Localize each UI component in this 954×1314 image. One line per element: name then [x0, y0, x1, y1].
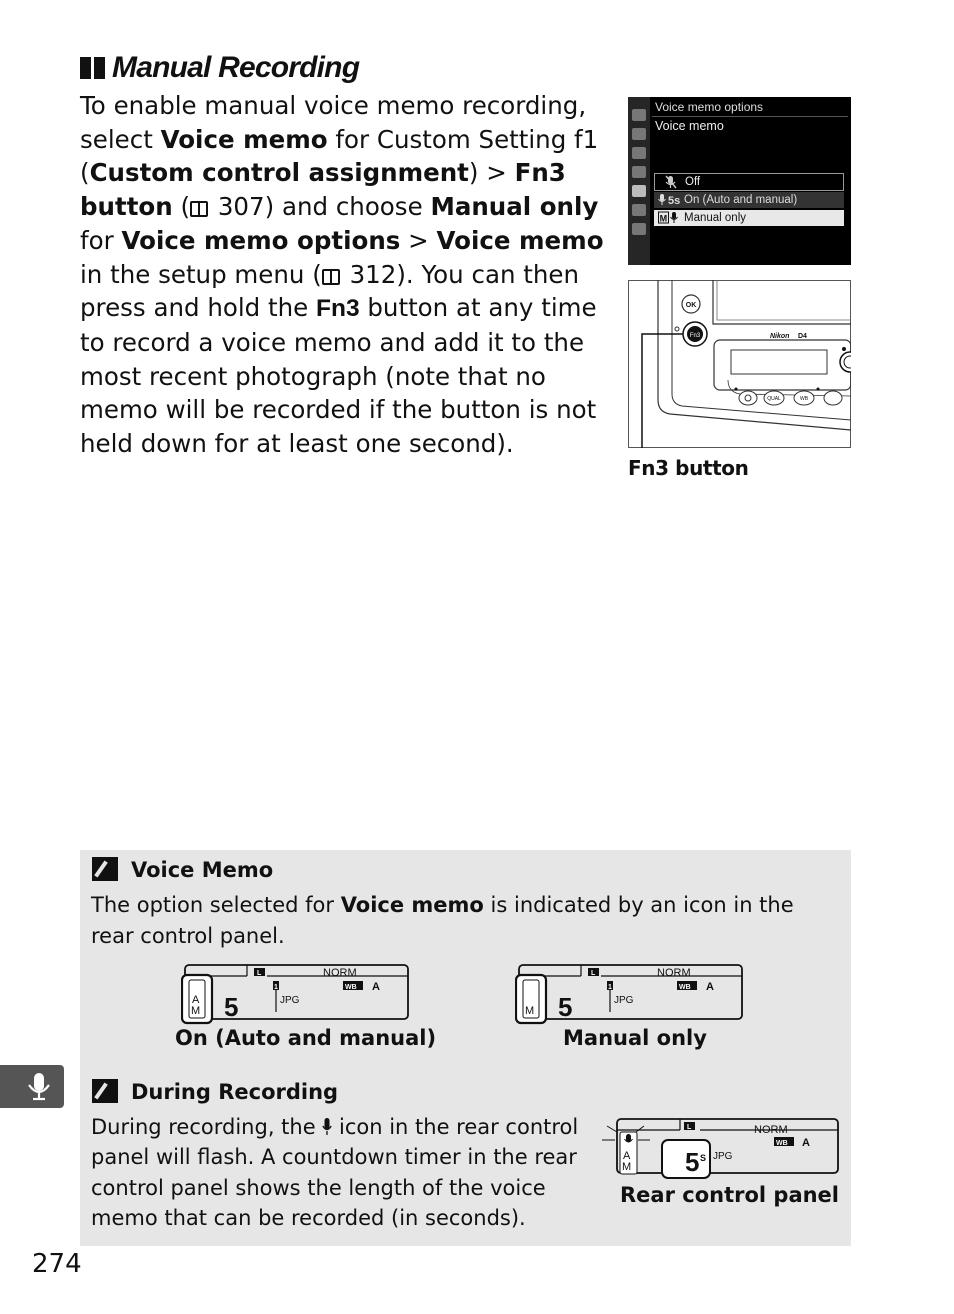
menu-option-label: On (Auto and manual) [684, 194, 798, 206]
mic-off-icon [659, 174, 681, 190]
note-text: is indicated by an icon in the rear control panel. [91, 893, 794, 948]
fn3-button-diagram [683, 322, 707, 346]
microphone-tab-icon [0, 1065, 64, 1108]
ok-button [682, 295, 700, 313]
svg-text:QUAL: QUAL [767, 396, 781, 402]
playback-icon [632, 109, 646, 121]
countdown-digit: 5 [224, 992, 239, 1022]
caption-rear-control-panel: Rear control panel [620, 1183, 840, 1207]
svg-text:A: A [802, 1137, 810, 1149]
countdown-digit: 5 [558, 992, 573, 1022]
note-title-during-recording: During Recording [131, 1080, 339, 1104]
section-heading [80, 48, 359, 88]
svg-text:1: 1 [608, 984, 612, 991]
norm-text: NORM [657, 967, 691, 979]
svg-text:WB: WB [345, 984, 357, 991]
menu-title: Voice memo options [655, 100, 764, 114]
svg-text:D4: D4 [798, 333, 807, 340]
body-text: To enable manual voice memo recording, select [80, 91, 587, 154]
heading-marker-icon [80, 57, 106, 79]
note-bold: Voice memo [340, 893, 484, 917]
mic-5s-text: 5s [668, 195, 681, 207]
note-body-during-recording [91, 1112, 591, 1233]
note-text: During recording, the [91, 1115, 323, 1139]
menu-screenshot [628, 97, 851, 265]
body-bold: Custom control assignment [89, 158, 469, 188]
pencil-note-icon [92, 1079, 118, 1103]
note-title-voice-memo: Voice Memo [131, 858, 274, 882]
jpg-text: JPG [614, 995, 634, 1006]
mode-a-text: A [192, 994, 200, 1006]
menu-option-off[interactable] [654, 173, 844, 191]
rear-panel-manual-only [515, 962, 745, 1026]
camera-back-diagram [628, 280, 851, 448]
body-bold: Voice memo [436, 225, 604, 255]
menu-option-label: Manual only [684, 212, 747, 224]
svg-text:OK: OK [685, 302, 697, 309]
body-paragraph [80, 89, 615, 461]
body-bold: Manual only [430, 192, 599, 222]
svg-text:Fn3: Fn3 [689, 333, 701, 339]
camera-icon [632, 128, 646, 140]
body-text: ( [172, 192, 191, 222]
body-text: > [400, 225, 437, 255]
norm-text: NORM [754, 1124, 788, 1136]
menu-option-on-auto-manual[interactable] [654, 192, 844, 208]
pencil-icon [632, 166, 646, 178]
caption-manual-only: Manual only [563, 1026, 707, 1050]
mic-manual-icon [658, 210, 684, 226]
mode-a-text: A [623, 1150, 631, 1162]
microphone-icon [322, 1118, 332, 1136]
svg-text:WB: WB [679, 984, 691, 991]
mode-m-text: M [525, 1005, 535, 1017]
jpg-text: JPG [713, 1151, 733, 1162]
body-text: button at any time to record a voice memo and add it to the most recent photograph (note that no memo will be recorded if the button is not held down for at least one second). [80, 293, 597, 459]
menu-divider [652, 116, 848, 117]
fn3-button-caption: Fn3 button [628, 456, 749, 480]
my-menu-icon [632, 223, 646, 235]
page-number: 274 [32, 1249, 82, 1279]
note-body-voice-memo [91, 890, 841, 952]
svg-text:1: 1 [274, 984, 278, 991]
svg-text:A: A [706, 981, 714, 993]
menu-subtitle: Voice memo [655, 119, 724, 133]
mode-m-text: M [191, 1005, 201, 1017]
mic-5s-icon [658, 192, 684, 208]
svg-text:WB: WB [799, 396, 809, 402]
menu-option-manual-only[interactable] [654, 210, 844, 226]
body-text: 312). You can then press and hold the [80, 259, 580, 323]
mic-manual-text: M [659, 213, 668, 224]
jpg-text: JPG [280, 995, 300, 1006]
page-reference-icon [322, 269, 340, 285]
note-text: The option selected for [91, 893, 341, 917]
seconds-unit: S [700, 1153, 707, 1163]
svg-text:L: L [687, 1124, 692, 1131]
body-bold: Fn3 button [80, 158, 566, 222]
movie-icon [632, 147, 646, 159]
norm-text: NORM [323, 967, 357, 979]
rear-panel-auto-manual [181, 962, 411, 1026]
chapter-tab [0, 1065, 64, 1108]
wrench-icon [632, 185, 646, 197]
rear-panel-recording [600, 1116, 842, 1182]
retouch-icon [632, 204, 646, 216]
svg-text:A: A [372, 981, 380, 993]
note-text: icon in the rear control panel will flash. A countdown timer in the rear control panel shows the length of the voice memo that can be recorded (in seconds). [91, 1115, 579, 1230]
page-reference-icon [190, 201, 208, 217]
body-text: in the setup menu ( [80, 259, 322, 289]
body-bold: Voice memo options [121, 225, 401, 255]
caption-auto-manual: On (Auto and manual) [175, 1026, 437, 1050]
countdown-digit: 5 [685, 1147, 700, 1177]
body-text: 307) and choose [210, 192, 431, 222]
heading-title: Manual Recording [112, 51, 360, 84]
svg-text:WB: WB [776, 1140, 788, 1147]
camera-brand-text: Nikon [770, 333, 790, 340]
body-text: for [80, 225, 122, 255]
menu-sidebar [628, 97, 650, 265]
body-text: for Custom Setting f1 ( [80, 124, 599, 188]
svg-text:L: L [257, 970, 262, 977]
pencil-note-icon [92, 857, 118, 881]
mode-m-text: M [622, 1161, 632, 1173]
svg-text:L: L [591, 970, 596, 977]
menu-option-label: Off [685, 176, 701, 188]
body-bold: Fn3 [316, 295, 360, 323]
body-bold: Voice memo [160, 124, 328, 154]
body-text: ) > [468, 158, 515, 188]
